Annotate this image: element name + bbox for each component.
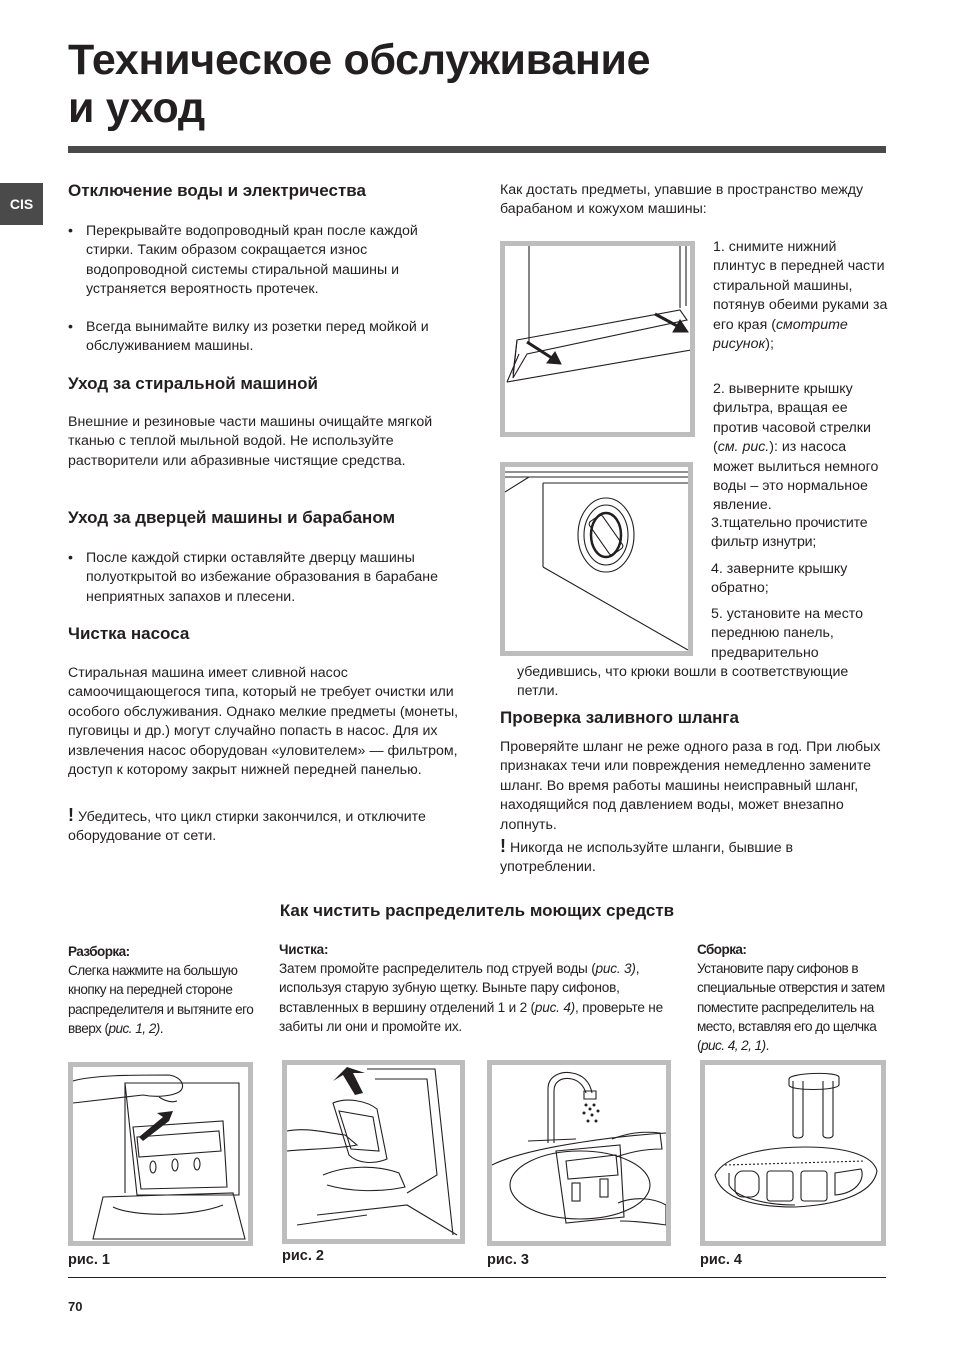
title-rule	[68, 146, 886, 153]
dispenser-rinse-illustration	[492, 1065, 666, 1241]
section-heading-dispenser: Как чистить распределитель моющих средств	[279, 901, 675, 920]
section-heading-water-electricity: Отключение воды и электричества	[68, 181, 366, 200]
assembly-label: Сборка:	[697, 942, 747, 957]
arrow-up-icon	[333, 1067, 365, 1095]
cleaning-text-a: Затем промойте распределитель под струей воды (	[279, 961, 596, 977]
page-title-line1: Техническое обслуживание	[68, 36, 651, 84]
cleaning-text-c: , проверьте не забиты ли они и промойте их.	[279, 999, 663, 1034]
step-5-continued: убедившись, что крюки вошли в соответствующие петли.	[517, 664, 849, 700]
list-item: • Всегда вынимайте вилку из розетки перед мойкой и обслуживанием машины.	[68, 318, 468, 357]
assembly-ref: рис. 4, 2, 1)	[700, 1038, 766, 1054]
section-heading-pump: Чистка насоса	[68, 624, 190, 643]
page-title-line2: и уход	[68, 84, 205, 132]
cleaning-text-b: , используя старую зубную щетку. Выньте пару сифонов, вставленных в вершину отделений 1 и 2 (	[279, 961, 640, 1015]
arrow-right-icon	[655, 314, 688, 332]
page-number: 70	[68, 1299, 83, 1314]
page-title	[68, 36, 888, 132]
section-heading-inlet-hose: Проверка заливного шланга	[500, 708, 739, 727]
figure-4-caption: рис. 4	[700, 1252, 742, 1268]
step-1-end: );	[765, 336, 774, 353]
inlet-hose-warning-text: Никогда не используйте шланги, бывшие в употреблении.	[500, 840, 794, 876]
plinth-removal-illustration	[505, 246, 690, 432]
step-2	[713, 380, 889, 516]
dispenser-press-illustration	[73, 1067, 248, 1241]
step-1	[713, 238, 888, 354]
dispenser-disassembly	[68, 942, 258, 1038]
disassembly-label: Разборка:	[68, 944, 130, 959]
filter-cover-illustration	[505, 467, 688, 651]
retrieval-intro: Как достать предметы, упавшие в пространство между барабаном и кожухом машины:	[500, 182, 864, 218]
assembly-end: .	[765, 1038, 769, 1054]
dispenser-pull-illustration	[287, 1065, 460, 1239]
language-tab: CIS	[0, 183, 43, 225]
step-5: 5. установите на место переднюю панель, предварительно	[711, 606, 864, 661]
assembly-text: Установите пару сифонов в специальные отверстия и затем поместите распределитель на место, вставляя его до щелчка (	[697, 961, 885, 1054]
figure-plinth-removal	[500, 241, 695, 437]
figure-1-caption: рис. 1	[68, 1252, 110, 1268]
figure-3	[487, 1060, 671, 1246]
machine-care-text: Внешние и резиновые части машины очищайте мягкой тканью с теплой мыльной водой. Не используйте растворители или абразивные чистящие средства.	[68, 414, 433, 469]
warning-icon: !	[500, 836, 506, 856]
list-item: • Перекрывайте водопроводный кран после каждой стирки. Таким образом сокращается износ водопроводной системы стиральной машины и устраняется вероятность протечек.	[68, 222, 468, 300]
door-drum-list	[68, 549, 468, 607]
disassembly-ref: рис. 1, 2)	[108, 1020, 160, 1036]
step-2-text: 2. выверните крышку фильтра, вращая ее против часовой стрелки (	[713, 381, 871, 456]
cleaning-label: Чистка:	[279, 942, 329, 957]
dispenser-cleaning	[279, 940, 677, 1036]
section-heading-machine-care: Уход за стиральной машиной	[68, 374, 318, 393]
warning-icon: !	[68, 805, 74, 825]
siphons-illustration	[705, 1065, 881, 1241]
figure-2	[282, 1060, 465, 1244]
disassembly-end: .	[159, 1020, 163, 1036]
figure-2-caption: рис. 2	[282, 1248, 324, 1264]
inlet-hose-warning	[500, 836, 888, 878]
step-2-ref: см. рис.	[717, 439, 770, 456]
pump-warning	[68, 805, 468, 847]
list-item: • После каждой стирки оставляйте дверцу машины полуоткрытой во избежание образования в барабане неприятных запахов и плесени.	[68, 549, 468, 607]
footer-rule	[68, 1277, 886, 1278]
cleaning-ref-a: рис. 3)	[595, 961, 636, 977]
cleaning-ref-b: рис. 4)	[534, 999, 576, 1015]
dispenser-assembly	[697, 940, 888, 1055]
step-1-ref: смотрите рисунок	[713, 316, 848, 353]
inlet-hose-text: Проверяйте шланг не реже одного раза в год. При любых признаках течи или повреждения немедленно замените шланг. Во время работы машины неисправный шланг, находящийся под давлением воды, может внезапно лопнуть.	[500, 739, 881, 833]
disassembly-text: Слегка нажмите на большую кнопку на передней стороне распределителя и вытяните его вверх (	[68, 963, 254, 1036]
step-3: 3.тщательно прочистите фильтр изнутри;	[711, 515, 868, 551]
water-electricity-list	[68, 222, 468, 356]
section-heading-door-drum: Уход за дверцей машины и барабаном	[68, 508, 396, 527]
figure-3-caption: рис. 3	[487, 1252, 529, 1268]
step-4: 4. заверните крышку обратно;	[711, 561, 848, 597]
pump-warning-text: Убедитесь, что цикл стирки закончился, и отключите оборудование от сети.	[68, 809, 426, 845]
figure-1	[68, 1062, 253, 1246]
figure-4	[700, 1060, 886, 1246]
step-2-end: ): из насоса может вылиться немного воды – это нормальное явление.	[713, 439, 879, 514]
figure-filter-cover	[500, 462, 693, 656]
step-1-text: 1. снимите нижний плинтус в передней части стиральной машины, потянув обеими руками за его края (	[713, 239, 888, 333]
water-drops-icon	[583, 1104, 600, 1123]
pump-text: Стиральная машина имеет сливной насос самоочищающегося типа, который не требует очистки или особого обслуживания. Однако мелкие предметы (монеты, пуговицы и др.) могут случайно попасть в насос. Для их извлечения насос оборудован «уловителем» — фильтром, доступ к которому закрыт нижней передней панелью.	[68, 665, 459, 779]
